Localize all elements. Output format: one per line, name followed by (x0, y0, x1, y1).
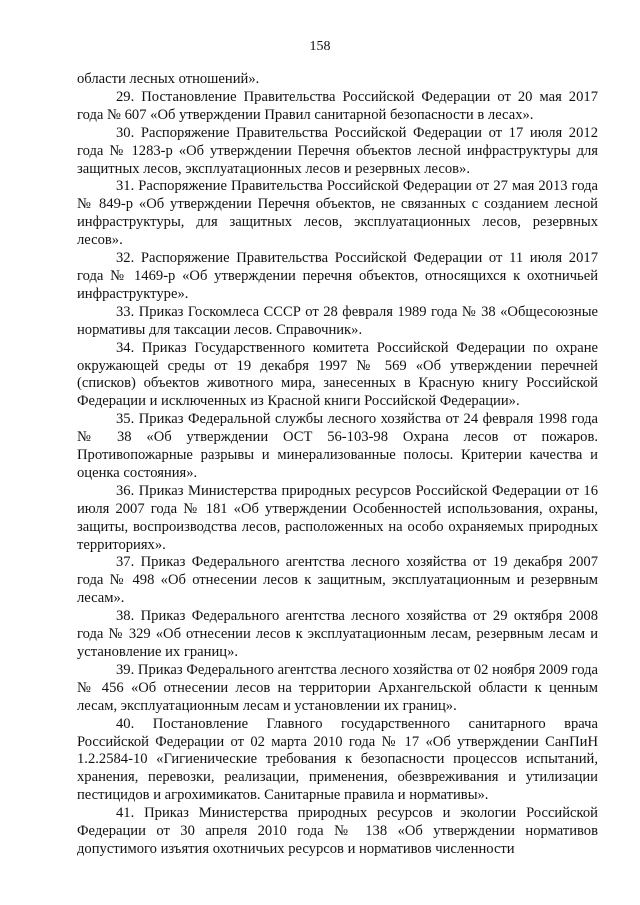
list-item: 41. Приказ Министерства природных ресурсов и экологии Российской Федерации от 30 апреля 2010 года № 138 «Об утверждении нормативов допустимого изъятия охотничьих ресурсов и нормативов численности (77, 805, 598, 857)
list-item: 36. Приказ Министерства природных ресурсов Российской Федерации от 16 июля 2007 года № 181 «Об утверждении Особенностей использования, охраны, защиты, воспроизводства лесов, расположенных на особо охраняемых природных территориях». (77, 482, 598, 553)
page-number: 158 (309, 39, 331, 54)
list-item: 32. Распоряжение Правительства Российской Федерации от 11 июля 2017 года № 1469-р «Об утверждении перечня объектов, относящихся к охотничьей инфраструктуре». (77, 250, 598, 302)
list-item: 39. Приказ Федерального агентства лесного хозяйства от 02 ноября 2009 года № 456 «Об отнесении лесов на территории Архангельской области к ценным лесам, эксплуатационным лесам и установлении их границ». (77, 661, 598, 714)
list-item: 40. Постановление Главного государственного санитарного врача Российской Федерации от 02 марта 2010 года № 17 «Об утверждении СанПиН 1.2.2584-10 «Гигиенические требования к безопасности процессов испытаний, хранения, перевозки, реализации, применения, обезвреживания и утилизации пестицидов и агрохимикатов. Санитарные правила и нормативы». (77, 715, 598, 804)
list-item: 30. Распоряжение Правительства Российской Федерации от 17 июля 2012 года № 1283-р «Об утверждении Перечня объектов лесной инфраструктуры для защитных лесов, эксплуатационных лесов и резервных лесов». (77, 124, 598, 177)
list-item: 35. Приказ Федеральной службы лесного хозяйства от 24 февраля 1998 года № 38 «Об утверждении ОСТ 56-103-98 Охрана лесов от пожаров. Противопожарные разрывы и минерализованные полосы. Критерии качества и оценка состояния». (77, 411, 598, 481)
list-item: 38. Приказ Федерального агентства лесного хозяйства от 29 октября 2008 года № 329 «Об отнесении лесов к эксплуатационным лесам, резервным лесам и установление их границ». (77, 608, 598, 660)
list-item: 31. Распоряжение Правительства Российской Федерации от 27 мая 2013 года № 849-р «Об утверждении Перечня объектов, не связанных с созданием лесной инфраструктуры, для защитных лесов, эксплуатационных лесов, резервных лесов». (77, 178, 598, 249)
list-item: 29. Постановление Правительства Российской Федерации от 20 мая 2017 года № 607 «Об утверждении Правил санитарной безопасности в лесах». (77, 88, 598, 123)
continuation-text: области лесных отношений». (77, 71, 260, 87)
list-item: 33. Приказ Госкомлеса СССР от 28 февраля 1989 года № 38 «Общесоюзные нормативы для таксации лесов. Справочник». (77, 303, 598, 338)
list-item: 34. Приказ Государственного комитета Российской Федерации по охране окружающей среды от 19 декабря 1997 № 569 «Об утверждении перечней (списков) объектов животного мира, занесенных в Красную книгу Российской Федерации и исключенных из Красной книги Российской Федерации». (77, 339, 598, 410)
list-item: 37. Приказ Федерального агентства лесного хозяйства от 19 декабря 2007 года № 498 «Об отнесении лесов к защитным, эксплуатационным и резервным лесам». (77, 554, 598, 607)
reference-list (77, 71, 598, 859)
